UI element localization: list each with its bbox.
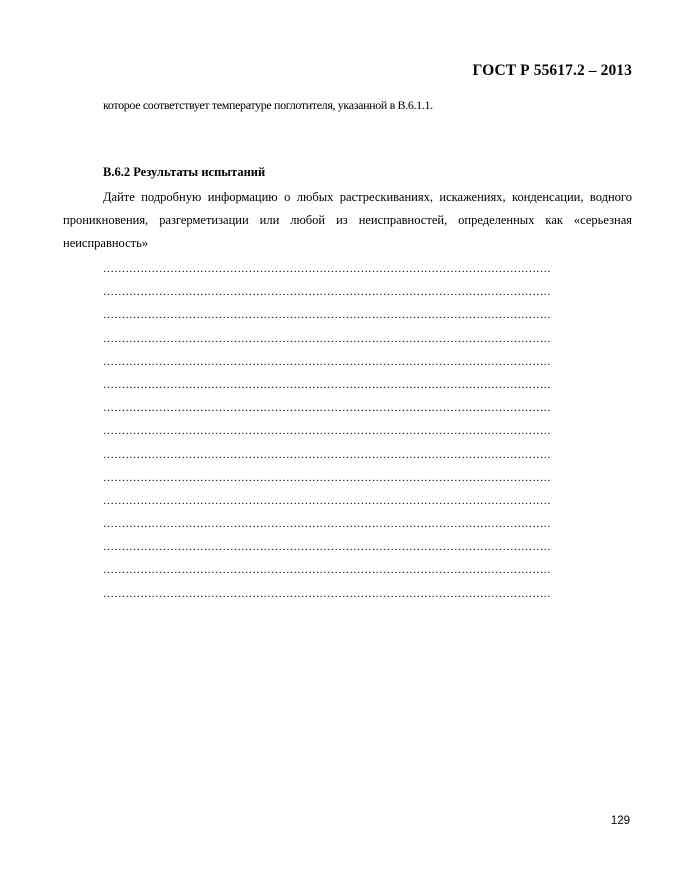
fill-line: ………………………………………………………………………………………………………… [103,541,551,554]
fill-line: ………………………………………………………………………………………………………… [103,448,551,461]
section-heading: В.6.2 Результаты испытаний [103,165,266,179]
fill-line: ………………………………………………………………………………………………………… [103,263,551,275]
fill-line: ………………………………………………………………………………………………………… [103,587,551,600]
fill-line: ………………………………………………………………………………………………………… [103,286,551,299]
fill-line: ………………………………………………………………………………………………………… [103,378,551,391]
fill-line: ………………………………………………………………………………………………………… [103,332,551,345]
continuation-text: которое соответствует температуре поглотителя, указанной в В.6.1.1. [103,98,433,112]
instruction-paragraph: Дайте подробную информацию о любых растрескиваниях, искажениях, конденсации, водного проникновения, разгерметизации или любой из неисправностей, определенных как «серьезная неисправность» [63,190,632,250]
fill-line: ………………………………………………………………………………………………………… [103,425,551,438]
fill-line: ………………………………………………………………………………………………………… [103,355,551,368]
fill-line: ………………………………………………………………………………………………………… [103,564,551,577]
document-code-header: ГОСТ Р 55617.2 – 2013 [472,62,632,79]
page-number: 129 [610,815,630,827]
fill-line: ………………………………………………………………………………………………………… [103,471,551,484]
fill-line: ………………………………………………………………………………………………………… [103,309,551,322]
fill-line: ………………………………………………………………………………………………………… [103,494,551,507]
fill-line: ………………………………………………………………………………………………………… [103,518,551,531]
fill-in-lines [103,258,623,606]
fill-line: ………………………………………………………………………………………………………… [103,402,551,415]
